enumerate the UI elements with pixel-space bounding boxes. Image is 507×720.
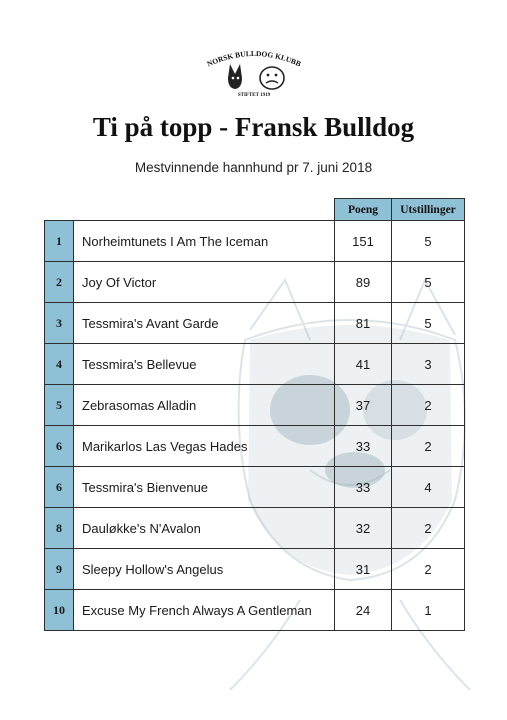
points-cell: 89: [335, 262, 392, 303]
rank-cell: 10: [45, 590, 74, 631]
table-row: [45, 508, 465, 549]
points-cell: 33: [335, 467, 392, 508]
dog-name-cell: Norheimtunets I Am The Iceman: [74, 221, 335, 262]
table-row: [45, 385, 465, 426]
dog-name-cell: Joy Of Victor: [74, 262, 335, 303]
club-logo: [202, 48, 306, 98]
table-header-row: [45, 199, 465, 221]
points-cell: 31: [335, 549, 392, 590]
rank-cell: 1: [45, 221, 74, 262]
points-cell: 81: [335, 303, 392, 344]
shows-cell: 1: [392, 590, 465, 631]
table-row: [45, 262, 465, 303]
header-blank: [45, 199, 335, 221]
dog-name-cell: Zebrasomas Alladin: [74, 385, 335, 426]
dog-name-cell: Dauløkke's N'Avalon: [74, 508, 335, 549]
shows-cell: 5: [392, 303, 465, 344]
table-row: [45, 549, 465, 590]
dog-name-cell: Tessmira's Bellevue: [74, 344, 335, 385]
page-title: Ti på topp - Fransk Bulldog: [92, 112, 415, 142]
shows-cell: 4: [392, 467, 465, 508]
points-cell: 41: [335, 344, 392, 385]
table-row: [45, 344, 465, 385]
shows-cell: 3: [392, 344, 465, 385]
ranking-table: [44, 198, 465, 631]
table-row: [45, 221, 465, 262]
points-cell: 33: [335, 426, 392, 467]
header-shows: Utstillinger: [392, 199, 465, 221]
rank-cell: 2: [45, 262, 74, 303]
rank-cell: 9: [45, 549, 74, 590]
rank-cell: 8: [45, 508, 74, 549]
dog-name-cell: Marikarlos Las Vegas Hades: [74, 426, 335, 467]
table-row: [45, 590, 465, 631]
points-cell: 32: [335, 508, 392, 549]
rank-cell: 6: [45, 426, 74, 467]
dog-name-cell: Tessmira's Bienvenue: [74, 467, 335, 508]
shows-cell: 5: [392, 221, 465, 262]
shows-cell: 2: [392, 385, 465, 426]
shows-cell: 2: [392, 426, 465, 467]
shows-cell: 2: [392, 549, 465, 590]
points-cell: 24: [335, 590, 392, 631]
rank-cell: 3: [45, 303, 74, 344]
svg-text:NORSK BULLDOG KLUBB: NORSK BULLDOG KLUBB: [205, 48, 303, 69]
page-subtitle: Mestvinnende hannhund pr 7. juni 2018: [134, 160, 373, 175]
svg-text:STIFTET 1919: STIFTET 1919: [237, 93, 271, 98]
table-row: [45, 467, 465, 508]
rank-cell: 4: [45, 344, 74, 385]
dog-name-cell: Tessmira's Avant Garde: [74, 303, 335, 344]
points-cell: 37: [335, 385, 392, 426]
english-bulldog-head-icon: [260, 67, 284, 89]
dog-name-cell: Excuse My French Always A Gentleman: [74, 590, 335, 631]
header-points: Poeng: [335, 199, 392, 221]
points-cell: 151: [335, 221, 392, 262]
rank-cell: 6: [45, 467, 74, 508]
shows-cell: 2: [392, 508, 465, 549]
rank-cell: 5: [45, 385, 74, 426]
french-bulldog-head-icon: [228, 64, 242, 89]
shows-cell: 5: [392, 262, 465, 303]
table-row: [45, 426, 465, 467]
dog-name-cell: Sleepy Hollow's Angelus: [74, 549, 335, 590]
table-row: [45, 303, 465, 344]
